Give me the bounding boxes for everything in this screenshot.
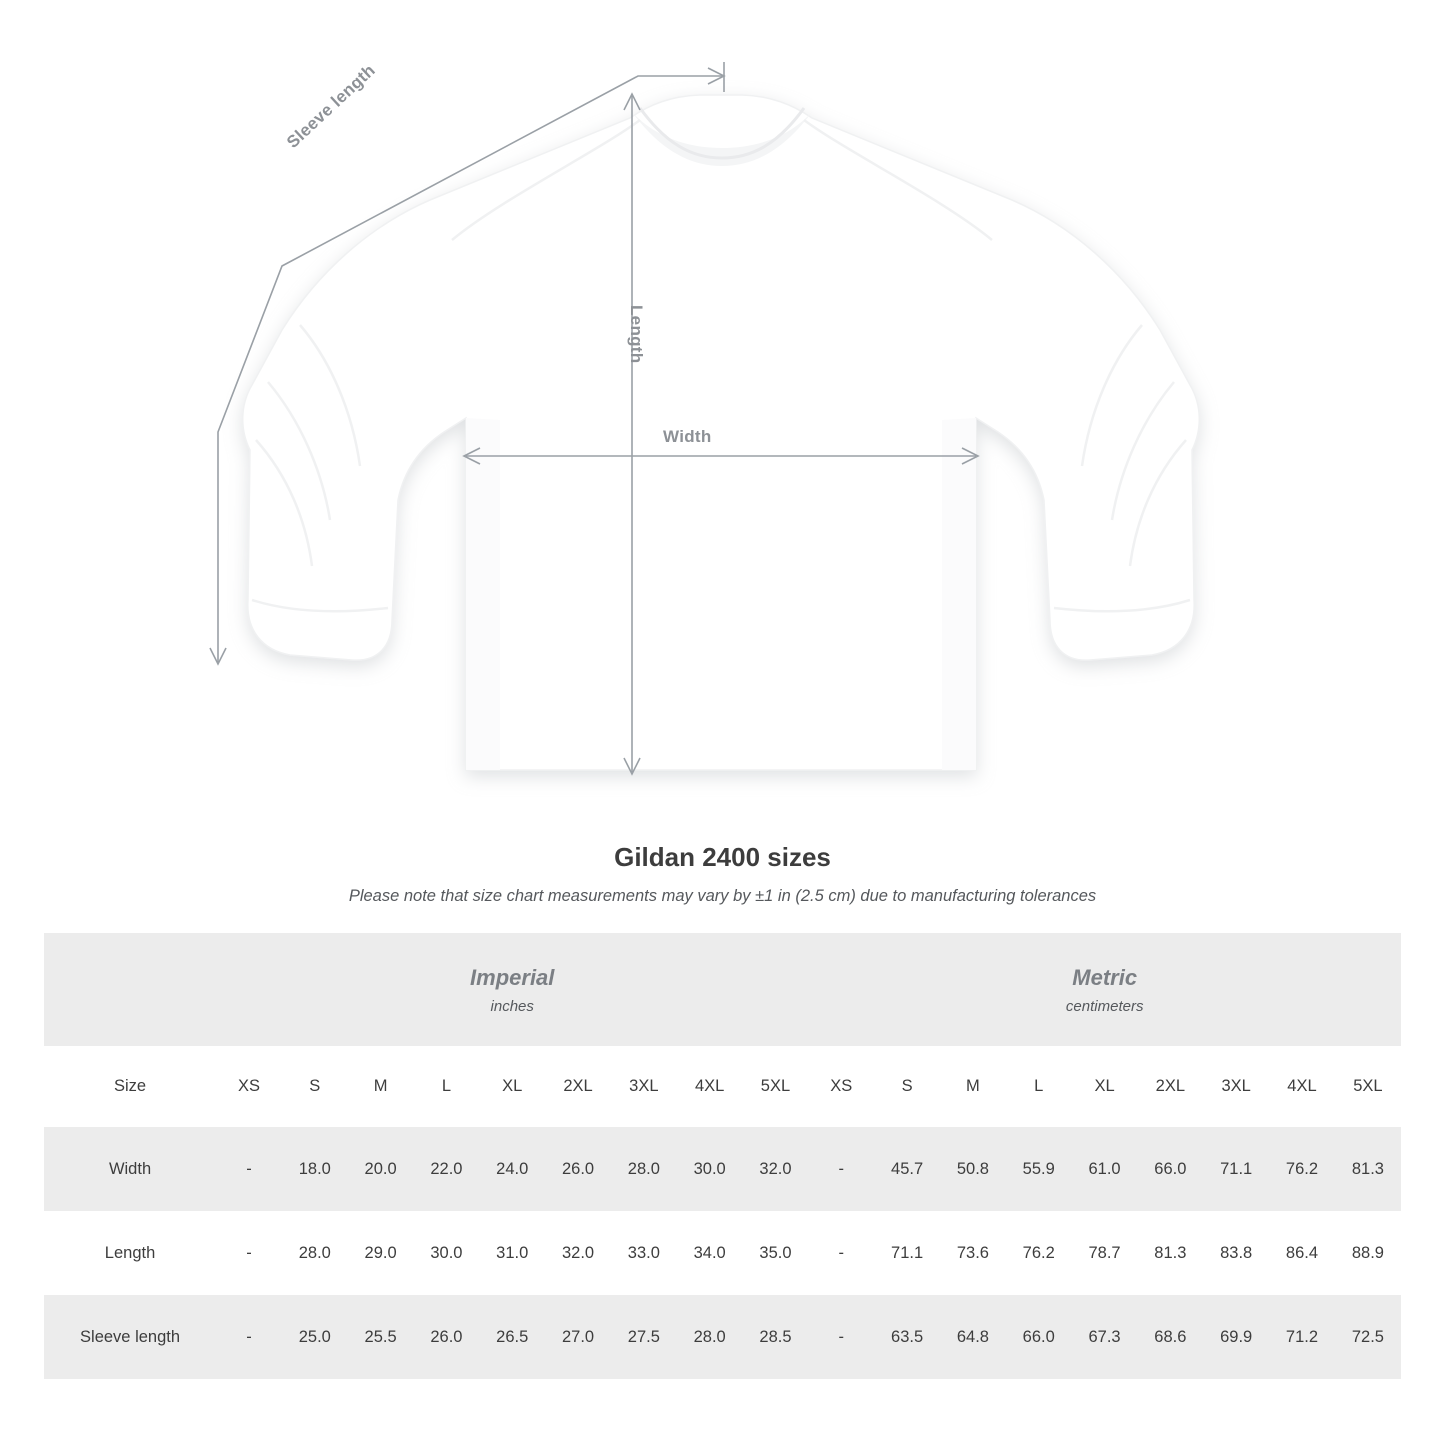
cell: 24.0 xyxy=(479,1127,545,1211)
size-header-cell: 5XL xyxy=(1335,1046,1401,1127)
page-title: Gildan 2400 sizes xyxy=(614,842,831,872)
cell: 71.1 xyxy=(1203,1127,1269,1211)
cell: 67.3 xyxy=(1072,1295,1138,1379)
row-label-length: Length xyxy=(44,1211,216,1295)
cell: 34.0 xyxy=(677,1211,743,1295)
cell: 71.1 xyxy=(874,1211,940,1295)
cell: - xyxy=(216,1295,282,1379)
cell: 61.0 xyxy=(1072,1127,1138,1211)
cell: 25.5 xyxy=(348,1295,414,1379)
sleeve-length-dimension-label: Sleeve length xyxy=(283,60,379,152)
cell: 26.5 xyxy=(479,1295,545,1379)
size-header-cell: XL xyxy=(1072,1046,1138,1127)
size-header-cell: L xyxy=(414,1046,480,1127)
cell: 20.0 xyxy=(348,1127,414,1211)
cell: 69.9 xyxy=(1203,1295,1269,1379)
cell: 27.5 xyxy=(611,1295,677,1379)
cell: 35.0 xyxy=(743,1211,809,1295)
cell: 28.5 xyxy=(743,1295,809,1379)
width-dimension-label: Width xyxy=(663,427,712,446)
size-table xyxy=(44,933,1401,1379)
cell: 81.3 xyxy=(1137,1211,1203,1295)
cell: 88.9 xyxy=(1335,1211,1401,1295)
cell: 66.0 xyxy=(1006,1295,1072,1379)
cell: - xyxy=(808,1127,874,1211)
size-header-cell: 4XL xyxy=(1269,1046,1335,1127)
table-row xyxy=(44,1211,1401,1295)
size-header-cell: 5XL xyxy=(743,1046,809,1127)
size-header-cell: M xyxy=(348,1046,414,1127)
size-header-cell: 2XL xyxy=(545,1046,611,1127)
cell: 86.4 xyxy=(1269,1211,1335,1295)
cell: - xyxy=(808,1211,874,1295)
table-row xyxy=(44,1295,1401,1379)
row-label-sleeve-length: Sleeve length xyxy=(44,1295,216,1379)
unit-group-row xyxy=(44,933,1401,1046)
cell: 27.0 xyxy=(545,1295,611,1379)
length-dimension-label: Length xyxy=(627,305,646,364)
cell: 50.8 xyxy=(940,1127,1006,1211)
cell: 64.8 xyxy=(940,1295,1006,1379)
unit-group-imperial xyxy=(216,933,808,1046)
size-header-row xyxy=(44,1046,1401,1127)
title-block xyxy=(0,842,1445,906)
cell: 55.9 xyxy=(1006,1127,1072,1211)
cell: 22.0 xyxy=(414,1127,480,1211)
cell: 66.0 xyxy=(1137,1127,1203,1211)
cell: - xyxy=(216,1211,282,1295)
cell: 68.6 xyxy=(1137,1295,1203,1379)
size-header-cell: S xyxy=(282,1046,348,1127)
size-table-wrapper xyxy=(44,933,1401,1379)
unit-group-metric-name: Metric xyxy=(1072,965,1138,991)
cell: 28.0 xyxy=(611,1127,677,1211)
cell: 33.0 xyxy=(611,1211,677,1295)
unit-spacer xyxy=(44,933,216,1046)
cell: 63.5 xyxy=(874,1295,940,1379)
cell: 71.2 xyxy=(1269,1295,1335,1379)
tolerance-note: Please note that size chart measurements may vary by ±1 in (2.5 cm) due to manufacturing tolerances xyxy=(348,887,1097,905)
cell: 30.0 xyxy=(677,1127,743,1211)
unit-group-imperial-sub: inches xyxy=(490,997,534,1015)
cell: 32.0 xyxy=(545,1211,611,1295)
cell: 26.0 xyxy=(545,1127,611,1211)
cell: 32.0 xyxy=(743,1127,809,1211)
cell: - xyxy=(808,1295,874,1379)
cell: 18.0 xyxy=(282,1127,348,1211)
cell: 81.3 xyxy=(1335,1127,1401,1211)
size-header-cell: XL xyxy=(479,1046,545,1127)
table-row xyxy=(44,1127,1401,1211)
cell: 45.7 xyxy=(874,1127,940,1211)
unit-group-metric xyxy=(808,933,1401,1046)
cell: 30.0 xyxy=(414,1211,480,1295)
size-header-cell: M xyxy=(940,1046,1006,1127)
shirt-shape xyxy=(243,95,1200,770)
size-header-cell: 2XL xyxy=(1137,1046,1203,1127)
unit-group-imperial-name: Imperial xyxy=(470,965,555,991)
size-header-cell: XS xyxy=(216,1046,282,1127)
unit-group-metric-sub: centimeters xyxy=(1065,997,1144,1015)
cell: 25.0 xyxy=(282,1295,348,1379)
cell: 73.6 xyxy=(940,1211,1006,1295)
cell: 83.8 xyxy=(1203,1211,1269,1295)
size-header-cell: 3XL xyxy=(611,1046,677,1127)
cell: 76.2 xyxy=(1006,1211,1072,1295)
cell: 78.7 xyxy=(1072,1211,1138,1295)
cell: 72.5 xyxy=(1335,1295,1401,1379)
size-header-cell: L xyxy=(1006,1046,1072,1127)
body-shade-right xyxy=(942,418,976,770)
size-header-cell: 3XL xyxy=(1203,1046,1269,1127)
cell: 31.0 xyxy=(479,1211,545,1295)
cell: 28.0 xyxy=(677,1295,743,1379)
size-header-label: Size xyxy=(44,1046,216,1127)
size-header-cell: S xyxy=(874,1046,940,1127)
cell: 76.2 xyxy=(1269,1127,1335,1211)
size-header-cell: XS xyxy=(808,1046,874,1127)
cell: 29.0 xyxy=(348,1211,414,1295)
body-shade-left xyxy=(466,418,500,770)
cell: - xyxy=(216,1127,282,1211)
row-label-width: Width xyxy=(44,1127,216,1211)
cell: 26.0 xyxy=(414,1295,480,1379)
cell: 28.0 xyxy=(282,1211,348,1295)
size-header-cell: 4XL xyxy=(677,1046,743,1127)
